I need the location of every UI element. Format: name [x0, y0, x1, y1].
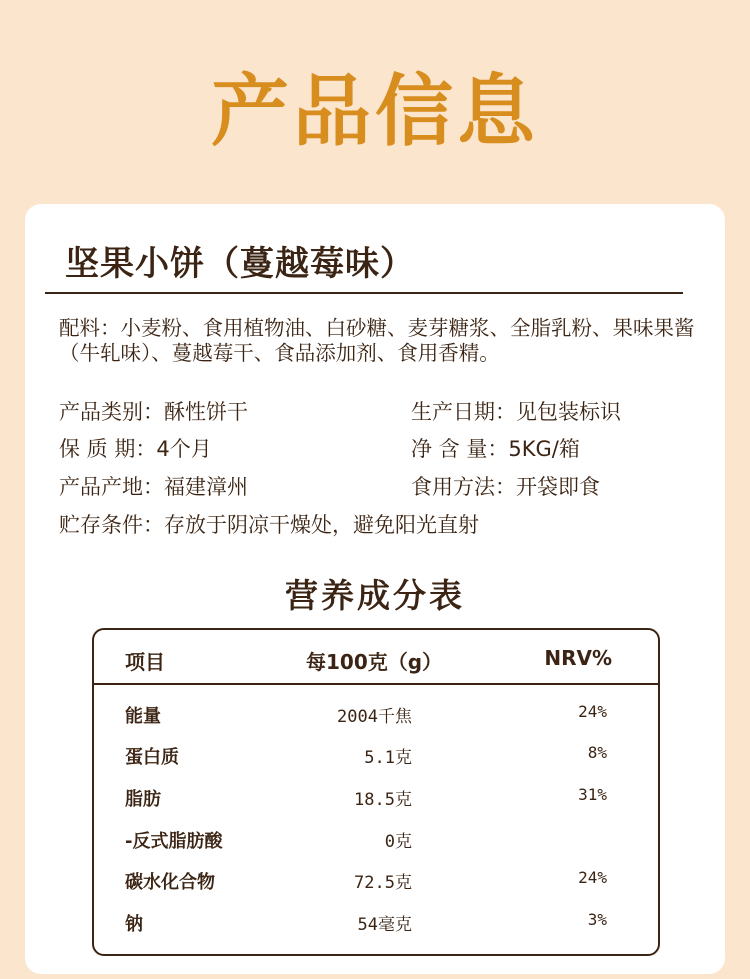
nutrient-nrv: 3% — [587, 910, 607, 929]
title-divider — [45, 292, 683, 294]
nutrient-name: 钠 — [125, 914, 143, 935]
nutrient-amount: 2004千焦 — [337, 707, 412, 727]
product-info-card — [25, 204, 725, 974]
info-production-date: 生产日期：见包装标识 — [411, 400, 621, 424]
nutrient-name: 蛋白质 — [125, 747, 179, 768]
nutrient-name: 碳水化合物 — [125, 872, 215, 893]
nutrient-nrv: 24% — [578, 702, 607, 721]
nutrient-nrv: 31% — [578, 785, 607, 804]
product-name: 坚果小饼（蔓越莓味） — [65, 244, 415, 284]
page-title: 产品信息 — [210, 67, 539, 157]
nutrient-name: 能量 — [125, 706, 161, 727]
header-item: 项目 — [125, 650, 165, 674]
nutrient-amount: 72.5克 — [354, 873, 412, 893]
nutrient-amount: 5.1克 — [364, 748, 412, 768]
nutrient-name: 脂肪 — [125, 789, 161, 810]
nutrition-table-header — [94, 630, 658, 685]
header-per-100g: 每100克（g） — [306, 650, 443, 674]
info-category: 产品类别：酥性饼干 — [59, 400, 248, 424]
table-row — [94, 902, 658, 942]
info-shelf-life: 保 质 期：4个月 — [59, 437, 212, 461]
nutrient-nrv: 8% — [587, 743, 607, 762]
table-row — [94, 860, 658, 900]
info-usage: 食用方法：开袋即食 — [411, 475, 600, 499]
table-row — [94, 777, 658, 817]
nutrient-nrv: 24% — [578, 868, 607, 887]
info-storage: 贮存条件：存放于阴凉干燥处，避免阳光直射 — [59, 513, 479, 537]
nutrient-amount: 18.5克 — [354, 790, 412, 810]
header-nrv: NRV% — [544, 646, 612, 670]
ingredients-text: 配料：小麦粉、食用植物油、白砂糖、麦芽糖浆、全脂乳粉、果味果酱（牛轧味）、蔓越莓干、食品添加剂、食用香精。 — [59, 316, 695, 365]
nutrition-title: 营养成分表 — [285, 576, 465, 615]
table-row — [94, 694, 658, 734]
nutrient-amount: 54毫克 — [357, 915, 412, 935]
info-net-content: 净 含 量：5KG/箱 — [411, 437, 580, 461]
table-row — [94, 819, 658, 859]
info-origin: 产品产地：福建漳州 — [59, 475, 248, 499]
nutrition-table — [92, 628, 660, 956]
nutrient-amount: 0克 — [384, 832, 412, 852]
nutrient-name: -反式脂肪酸 — [125, 831, 223, 852]
table-row — [94, 735, 658, 775]
